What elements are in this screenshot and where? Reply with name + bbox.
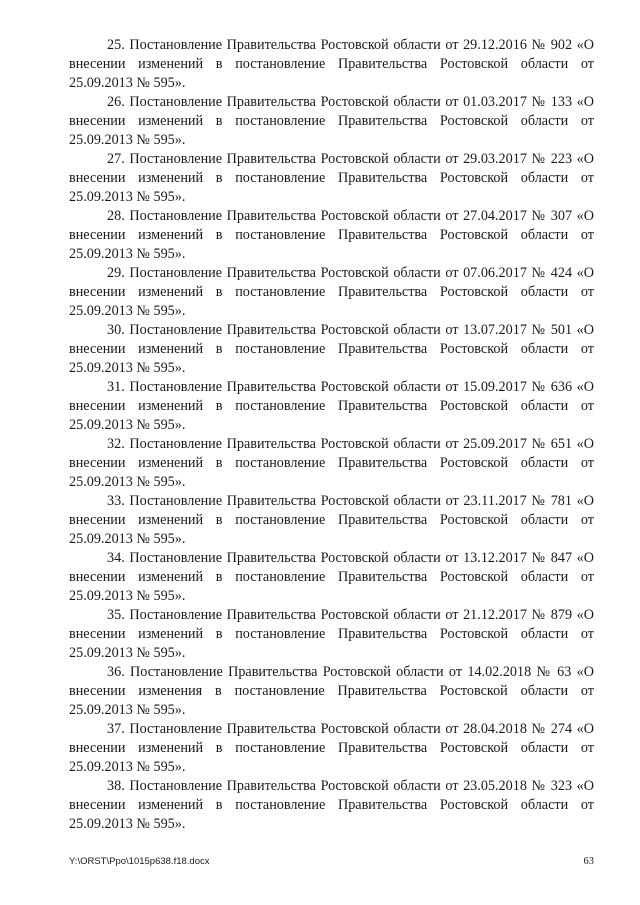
document-body	[69, 36, 594, 834]
list-item: 33. Постановление Правительства Ростовской области от 23.11.2017 № 781 «О внесении изменений в постановление Правительства Ростовской области от 25.09.2013 № 595».	[69, 493, 594, 547]
list-item: 29. Постановление Правительства Ростовской области от 07.06.2017 № 424 «О внесении изменений в постановление Правительства Ростовской области от 25.09.2013 № 595».	[69, 265, 594, 319]
list-item: 25. Постановление Правительства Ростовской области от 29.12.2016 № 902 «О внесении изменений в постановление Правительства Ростовской области от 25.09.2013 № 595».	[69, 37, 594, 91]
list-item: 32. Постановление Правительства Ростовской области от 25.09.2017 № 651 «О внесении изменений в постановление Правительства Ростовской области от 25.09.2013 № 595».	[69, 436, 594, 490]
list-item: 31. Постановление Правительства Ростовской области от 15.09.2017 № 636 «О внесении изменений в постановление Правительства Ростовской области от 25.09.2013 № 595».	[69, 379, 594, 433]
list-item: 28. Постановление Правительства Ростовской области от 27.04.2017 № 307 «О внесении изменений в постановление Правительства Ростовской области от 25.09.2013 № 595».	[69, 208, 594, 262]
page-footer	[69, 854, 594, 870]
footer-file-path: Y:\ORST\Ppo\1015p638.f18.docx	[69, 856, 210, 867]
list-item: 27. Постановление Правительства Ростовской области от 29.03.2017 № 223 «О внесении изменений в постановление Правительства Ростовской области от 25.09.2013 № 595».	[69, 151, 594, 205]
list-item: 30. Постановление Правительства Ростовской области от 13.07.2017 № 501 «О внесении изменений в постановление Правительства Ростовской области от 25.09.2013 № 595».	[69, 322, 594, 376]
list-item: 34. Постановление Правительства Ростовской области от 13.12.2017 № 847 «О внесении изменений в постановление Правительства Ростовской области от 25.09.2013 № 595».	[69, 550, 594, 604]
list-item: 37. Постановление Правительства Ростовской области от 28.04.2018 № 274 «О внесении изменений в постановление Правительства Ростовской области от 25.09.2013 № 595».	[69, 721, 594, 775]
list-item: 38. Постановление Правительства Ростовской области от 23.05.2018 № 323 «О внесении изменений в постановление Правительства Ростовской области от 25.09.2013 № 595».	[69, 778, 594, 832]
list-item: 26. Постановление Правительства Ростовской области от 01.03.2017 № 133 «О внесении изменений в постановление Правительства Ростовской области от 25.09.2013 № 595».	[69, 94, 594, 148]
list-item: 36. Постановление Правительства Ростовской области от 14.02.2018 № 63 «О внесении изменения в постановление Правительства Ростовской области от 25.09.2013 № 595».	[69, 664, 594, 718]
page-number: 63	[583, 856, 594, 867]
list-item: 35. Постановление Правительства Ростовской области от 21.12.2017 № 879 «О внесении изменений в постановление Правительства Ростовской области от 25.09.2013 № 595».	[69, 607, 594, 661]
